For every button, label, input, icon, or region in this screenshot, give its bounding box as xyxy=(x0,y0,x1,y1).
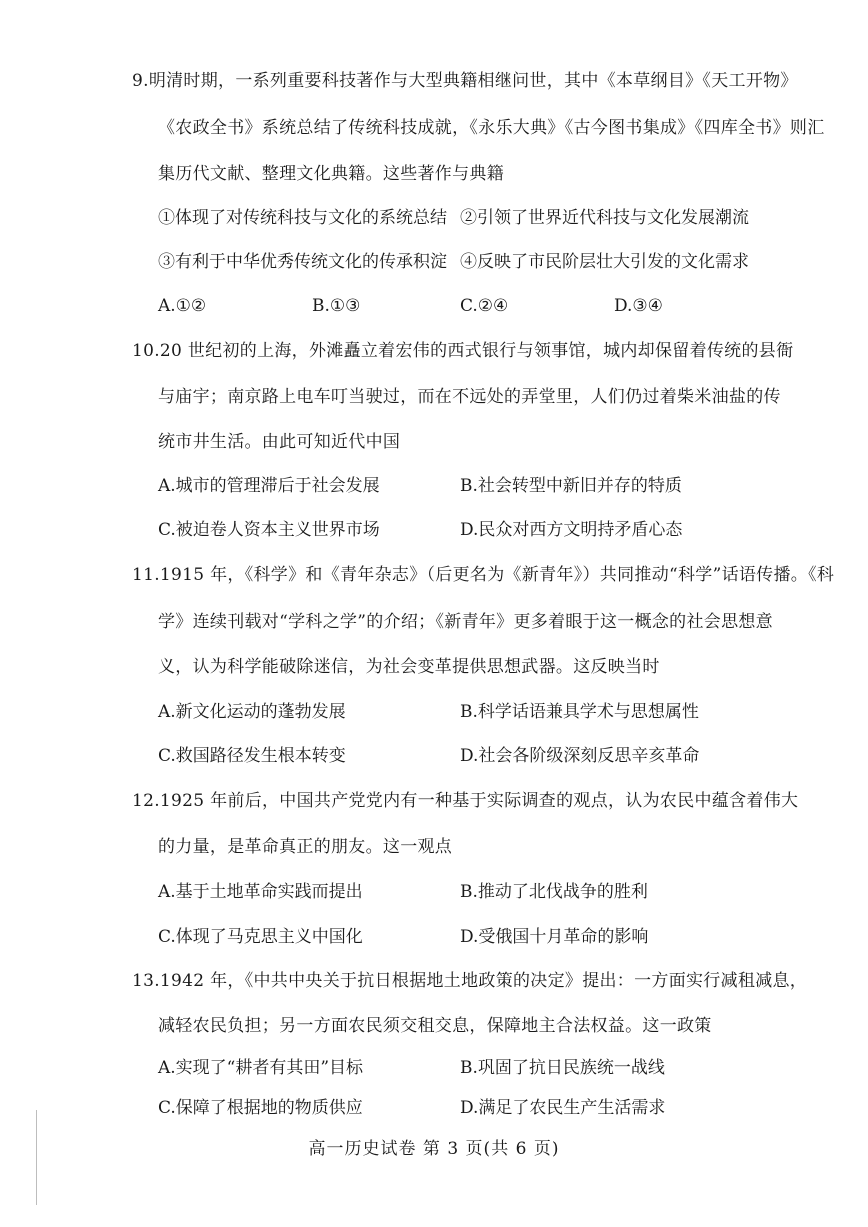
q12-stem-line-2: 的力量，是革命真正的朋友。这一观点 xyxy=(158,837,453,857)
page-footer: 高一历史试卷 第 3 页(共 6 页) xyxy=(308,1139,560,1159)
q11-option-b: B.科学话语兼具学术与思想属性 xyxy=(460,702,699,722)
q9-stem-line-2: 《农政全书》系统总结了传统科技成就，《永乐大典》《古今图书集成》《四库全书》则汇 xyxy=(158,118,825,138)
q10-stem-line-2: 与庙宇；南京路上电车叮当驶过，而在不远处的弄堂里，人们仍过着柴米油盐的传 xyxy=(158,387,781,407)
q12-option-d: D.受俄国十月革命的影响 xyxy=(460,927,649,947)
q11-option-c: C.救国路径发生根本转变 xyxy=(158,746,346,766)
q9-statement-4: ④反映了市民阶层壮大引发的文化需求 xyxy=(460,252,749,272)
q10-stem-line-3: 统市井生活。由此可知近代中国 xyxy=(158,432,401,452)
q10-option-b: B.社会转型中新旧并存的特质 xyxy=(460,476,682,496)
q10-option-d: D.民众对西方文明持矛盾心态 xyxy=(460,520,683,540)
q9-option-d: D.③④ xyxy=(614,296,663,316)
q13-stem-line-2: 减轻农民负担；另一方面农民须交租交息，保障地主合法权益。这一政策 xyxy=(158,1016,712,1036)
q10-option-c: C.被迫卷人资本主义世界市场 xyxy=(158,520,380,540)
q12-option-c: C.体现了马克思主义中国化 xyxy=(158,927,363,947)
q11-stem-line-1: 11.1915 年，《科学》和《青年杂志》（后更名为《新青年》）共同推动“科学”话语传播。《科 xyxy=(132,565,835,585)
q13-option-b: B.巩固了抗日民族统一战线 xyxy=(460,1058,665,1078)
q13-stem-line-1: 13.1942 年，《中共中央关于抗日根据地土地政策的决定》提出：一方面实行减租减息， xyxy=(132,971,808,991)
q9-statement-3: ③有利于中华优秀传统文化的传承积淀 xyxy=(158,252,447,272)
q13-option-c: C.保障了根据地的物质供应 xyxy=(158,1098,363,1118)
q10-option-a: A.城市的管理滞后于社会发展 xyxy=(158,476,380,496)
q9-statement-1: ①体现了对传统科技与文化的系统总结 xyxy=(158,208,447,228)
q12-option-b: B.推动了北伐战争的胜利 xyxy=(460,882,648,902)
q12-option-a: A.基于土地革命实践而提出 xyxy=(158,882,363,902)
q9-stem-line-3: 集历代文献、整理文化典籍。这些著作与典籍 xyxy=(158,164,504,184)
q12-stem-line-1: 12.1925 年前后，中国共产党党内有一种基于实际调查的观点，认为农民中蕴含着伟大 xyxy=(132,791,799,811)
q11-stem-line-2: 学》连续刊载对“学科之学”的介绍；《新青年》更多着眼于这一概念的社会思想意 xyxy=(158,612,773,632)
q9-stem-line-1: 9.明清时期，一系列重要科技著作与大型典籍相继问世，其中《本草纲目》《天工开物》 xyxy=(132,71,798,91)
q9-option-b: B.①③ xyxy=(312,296,361,316)
q9-statement-2: ②引领了世界近代科技与文化发展潮流 xyxy=(460,208,749,228)
q11-option-a: A.新文化运动的蓬勃发展 xyxy=(158,702,346,722)
q11-stem-line-3: 义，认为科学能破除迷信，为社会变革提供思想武器。这反映当时 xyxy=(158,657,660,677)
q13-option-a: A.实现了“耕者有其田”目标 xyxy=(158,1058,364,1078)
q10-stem-line-1: 10.20 世纪初的上海，外滩矗立着宏伟的西式银行与领事馆，城内却保留着传统的县衙 xyxy=(132,341,794,361)
q9-option-a: A.①② xyxy=(158,296,207,316)
q13-option-d: D.满足了农民生产生活需求 xyxy=(460,1098,666,1118)
q9-option-c: C.②④ xyxy=(460,296,509,316)
q11-option-d: D.社会各阶级深刻反思辛亥革命 xyxy=(460,746,700,766)
